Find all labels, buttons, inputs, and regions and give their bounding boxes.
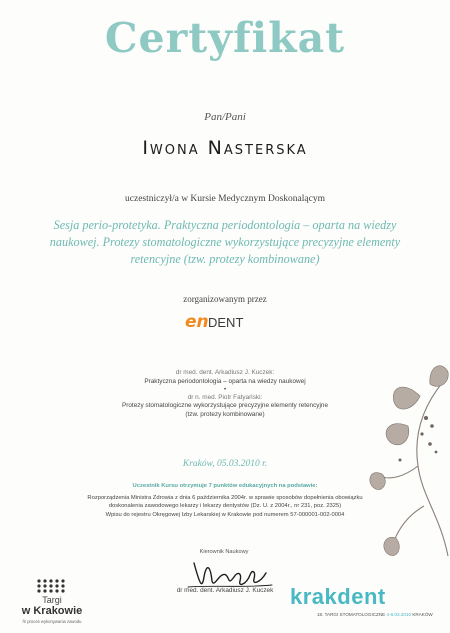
targi-logo-tagline: fir proces wykonywania zawodu bbox=[22, 619, 82, 624]
lecturer-separator: • bbox=[223, 386, 227, 393]
lecturers-section bbox=[60, 369, 390, 420]
organizer-logo-en: en bbox=[185, 312, 209, 332]
dots-grid-icon bbox=[36, 578, 68, 594]
flower-ornament-icon bbox=[360, 356, 450, 586]
lecturer-name: dr n. med. Piotr Fatyański: bbox=[187, 393, 263, 401]
krakdent-subtitle bbox=[317, 612, 433, 617]
note-heading: Uczestnik Kursu otrzymuje 7 punktów edukacyjnych na podstawie: bbox=[132, 483, 318, 489]
organizer-logo-dent: DENT bbox=[208, 315, 244, 330]
targi-logo-line2: w Krakowie bbox=[21, 605, 83, 617]
note-body bbox=[62, 494, 388, 519]
recipient-name: Iwona Nasterska bbox=[142, 137, 308, 159]
signature-name: dr med. dent. Arkadiusz J. Kuczek bbox=[176, 587, 274, 594]
lecturer-topic-line2: (tzw. protezy kombinowane) bbox=[185, 411, 265, 419]
targi-logo-line1: Targi bbox=[42, 595, 62, 605]
note-line: Wpisu do rejestru Okręgowej Izby Lekarskiej w Krakowie pod numerem 57-000001-002-0004 bbox=[105, 511, 345, 518]
note-line: Rozporządzenia Ministra Zdrowia z dnia 6 października 2004r. w sprawie sposobów dopełnienia obowiązku bbox=[87, 495, 363, 501]
organized-by-label: zorganizowanym przez bbox=[183, 294, 267, 304]
krakdent-logo bbox=[290, 584, 446, 624]
targi-krakow-logo bbox=[12, 578, 92, 628]
lecturer-name: dr med. dent. Arkadiusz J. Kuczek: bbox=[175, 369, 275, 376]
organizer-logo bbox=[185, 311, 265, 337]
note-line: doskonalenia zawodowego lekarzy i lekarzy dentystów (Dz. U. z 2004r., nr 231, poz. 2325) bbox=[108, 503, 342, 510]
lecturer-topic: Protezy stomatologiczne wykorzystujące precyzyjne elementy retencyjne bbox=[121, 402, 328, 410]
participation-text: uczestniczył/a w Kursie Medycznym Doskonalącym bbox=[125, 194, 325, 204]
salutation: Pan/Pani bbox=[204, 111, 246, 123]
krakdent-wordmark: krakdent bbox=[290, 584, 386, 609]
krakdent-sub-dates: 4-6.03.2010 bbox=[386, 612, 412, 617]
krakdent-sub-suffix: KRAKÓW bbox=[412, 612, 433, 617]
signature-role: Kierownik Naukowy bbox=[199, 549, 249, 555]
certificate-title: Certyfikat bbox=[104, 14, 346, 62]
course-title: Sesja perio-protetyka. Praktyczna periodontologia – oparta na wiedzy naukowej. Protezy stomatologiczne wykorzystujące precyzyjne elementy retencyjne (tzw. protezy kombinowane) bbox=[49, 218, 401, 266]
lecturer-topic: Praktyczna periodontologia – oparta na wiedzy naukowej bbox=[144, 377, 306, 385]
krakdent-sub-prefix: 18. TARGI STOMATOLOGICZNE bbox=[317, 612, 386, 617]
place-date: Kraków, 05.03.2010 r. bbox=[182, 459, 268, 469]
